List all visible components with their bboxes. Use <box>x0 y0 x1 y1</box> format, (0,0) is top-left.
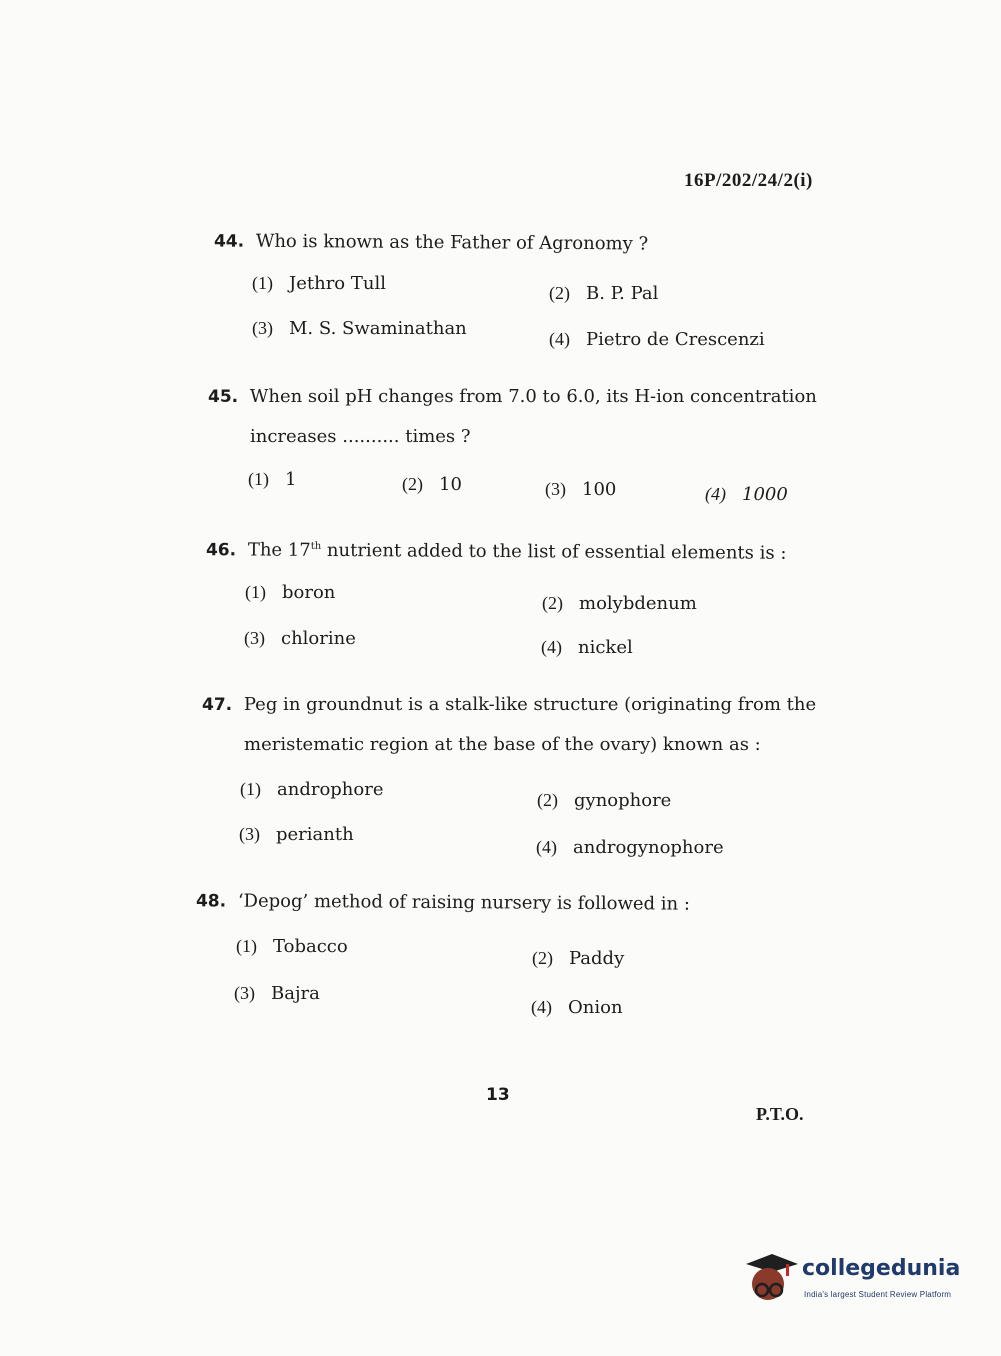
option-number: (3) <box>234 983 255 1003</box>
question-46 <box>206 533 787 571</box>
option-number: (2) <box>549 283 570 303</box>
question-text-pre: The 17 <box>247 539 311 561</box>
option-text: 1000 <box>742 484 788 505</box>
superscript: th <box>310 540 322 552</box>
q45-option-2 <box>402 474 462 495</box>
option-number: (1) <box>240 779 261 799</box>
option-number: (4) <box>531 997 552 1017</box>
q45-option-3 <box>545 479 616 500</box>
q47-option-4 <box>536 837 724 858</box>
question-text: ‘Depog’ method of raising nursery is followed in : <box>237 890 691 915</box>
option-text: nickel <box>578 637 633 658</box>
option-number: (1) <box>248 469 269 489</box>
pto-label: P.T.O. <box>756 1104 804 1124</box>
option-number: (2) <box>537 790 558 810</box>
option-number: (4) <box>536 837 557 857</box>
question-44 <box>214 224 648 261</box>
question-text-line2: meristematic region at the base of the ovary) known as : <box>244 734 761 756</box>
option-text: chlorine <box>281 628 356 649</box>
paper-code: 16P/202/24/2(i) <box>684 170 813 191</box>
question-number: 47. <box>202 695 233 715</box>
q47-option-3 <box>239 824 354 845</box>
option-text: M. S. Swaminathan <box>289 318 467 339</box>
option-text: 1 <box>285 469 297 490</box>
brand-name: collegedunia <box>802 1256 961 1281</box>
option-number: (4) <box>549 329 570 349</box>
question-48 <box>196 884 690 922</box>
question-number: 48. <box>195 891 227 912</box>
option-text: 10 <box>439 474 462 495</box>
q45-option-1 <box>248 469 296 490</box>
question-text-line1: Peg in groundnut is a stalk-like structure (originating from the <box>243 694 817 715</box>
collegedunia-watermark <box>742 1250 972 1310</box>
q48-option-2 <box>532 948 624 969</box>
option-text: Onion <box>568 997 623 1018</box>
question-45 <box>208 380 848 454</box>
question-text-post: nutrient added to the list of essential elements is : <box>321 539 787 564</box>
q46-option-3 <box>244 628 356 649</box>
option-text: 100 <box>582 479 617 500</box>
question-number: 46. <box>205 540 237 561</box>
q44-option-3 <box>252 318 467 339</box>
option-number: (1) <box>245 582 266 602</box>
q44-option-2 <box>549 283 658 304</box>
question-text-line2: increases .......... times ? <box>250 426 471 448</box>
question-text: Who is known as the Father of Agronomy ? <box>255 230 649 255</box>
option-text: androphore <box>277 779 384 800</box>
q44-option-1 <box>252 273 386 294</box>
q46-option-1 <box>245 582 335 603</box>
option-number: (1) <box>236 936 257 956</box>
option-text: Paddy <box>569 948 625 969</box>
option-text: B. P. Pal <box>586 283 659 304</box>
option-text: Tobacco <box>273 936 348 957</box>
q46-option-2 <box>542 593 697 614</box>
question-number: 45. <box>208 387 239 407</box>
option-number: (1) <box>252 273 273 293</box>
option-number: (2) <box>532 948 553 968</box>
option-text: perianth <box>276 824 354 845</box>
brand-tagline: India's largest Student Review Platform <box>804 1290 952 1299</box>
option-text: Jethro Tull <box>289 273 386 294</box>
option-number: (3) <box>252 318 273 338</box>
option-number: (3) <box>244 628 265 648</box>
q48-option-4 <box>531 997 623 1018</box>
option-text: boron <box>282 582 336 603</box>
question-text-line1: When soil pH changes from 7.0 to 6.0, its H-ion concentration <box>249 386 817 407</box>
option-text: Bajra <box>271 983 320 1004</box>
question-number: 44. <box>213 231 245 252</box>
page-number: 13 <box>486 1085 510 1105</box>
q46-option-4 <box>541 637 633 658</box>
option-text: gynophore <box>574 790 672 811</box>
q44-option-4 <box>549 329 765 350</box>
option-number: (2) <box>402 474 423 494</box>
q45-option-4 <box>705 484 788 505</box>
q47-option-1 <box>240 779 384 800</box>
option-number: (2) <box>542 593 563 613</box>
option-text: Pietro de Crescenzi <box>586 329 765 350</box>
q48-option-3 <box>234 983 320 1004</box>
option-number: (4) <box>705 484 726 504</box>
option-number: (3) <box>239 824 260 844</box>
option-number: (4) <box>541 637 562 657</box>
option-text: molybdenum <box>579 593 697 614</box>
q47-option-2 <box>537 790 671 811</box>
q48-option-1 <box>236 936 348 957</box>
question-47 <box>202 688 842 762</box>
option-text: androgynophore <box>573 837 724 858</box>
option-number: (3) <box>545 479 566 499</box>
mascot-icon <box>742 1250 800 1308</box>
